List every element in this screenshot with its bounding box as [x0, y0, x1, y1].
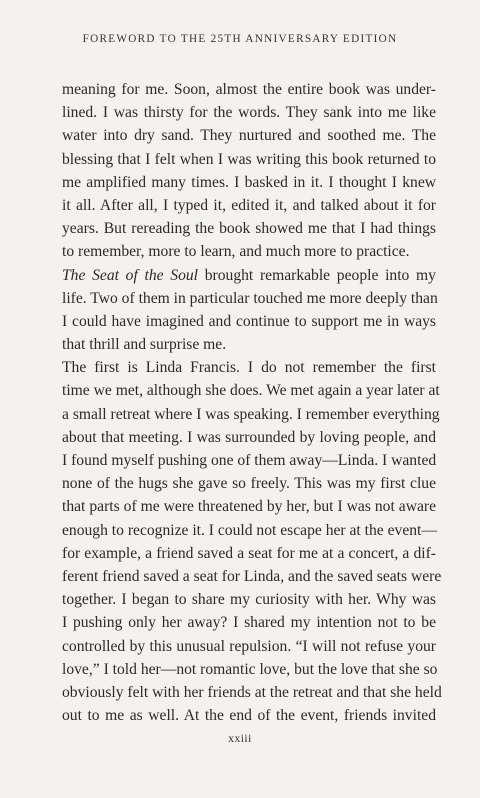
text-line: years. But rereading the book showed me that I had things [62, 220, 436, 238]
text-line: ferent friend saved a seat for Linda, and the saved seats were [62, 567, 442, 585]
text-line: that parts of me were threatened by her, but I was not aware [62, 498, 436, 516]
text-line: it all. After all, I typed it, edited it, and talked about it for [62, 196, 436, 214]
text-line: a small retreat where I was speaking. I remember everything [62, 405, 440, 423]
text-line: for example, a friend saved a seat for me at a concert, a dif- [62, 544, 436, 562]
text-line: lined. I was thirsty for the words. They sank into me like [62, 104, 436, 122]
text-line: water into dry sand. They nurtured and soothed me. The [62, 127, 436, 145]
text-line: together. I began to share my curiosity with her. Why was [62, 591, 436, 609]
body-text [62, 78, 442, 727]
text-line: blessing that I felt when I was writing this book returned to [62, 150, 436, 168]
text-line: I found myself pushing one of them away—Linda. I wanted [62, 452, 437, 469]
text-line: none of the hugs she gave so freely. This was my first clue [62, 475, 436, 493]
text-line: life. Two of them in particular touched me more deeply than [62, 289, 438, 307]
text-line: me amplified many times. I basked in it. I thought I knew [62, 173, 436, 191]
text-line: The first is Linda Francis. I do not remember the first [62, 359, 436, 377]
book-title: The Seat of the Soul [62, 266, 199, 284]
running-head: FOREWORD TO THE 25TH ANNIVERSARY EDITION [82, 33, 398, 45]
text-line: time we met, although she does. We met again a year later at [62, 382, 440, 400]
text-line: love,” I told her—not romantic love, but the love that she so [62, 660, 438, 678]
text-line: The Seat of the Soul brought remarkable people into my [62, 266, 436, 284]
text-line: obviously felt with her friends at the retreat and that she held [62, 683, 442, 701]
text-line: I pushing only her away? I shared my intention not to be [62, 614, 436, 632]
text-line: meaning for me. Soon, almost the entire book was under- [62, 81, 436, 98]
text-line: I could have imagined and continue to support me in ways [62, 312, 436, 330]
page-number: xxiii [228, 733, 252, 745]
text-line: enough to recognize it. I could not escape her at the event— [62, 521, 437, 539]
text-line: out to me as well. At the end of the event, friends invited [62, 707, 436, 725]
text-line: controlled by this unusual repulsion. “I will not refuse your [62, 637, 436, 655]
text-line: that thrill and surprise me. [62, 336, 227, 354]
text-line: about that meeting. I was surrounded by loving people, and [62, 428, 436, 446]
text-line: to remember, more to learn, and much more to practice. [62, 243, 410, 261]
